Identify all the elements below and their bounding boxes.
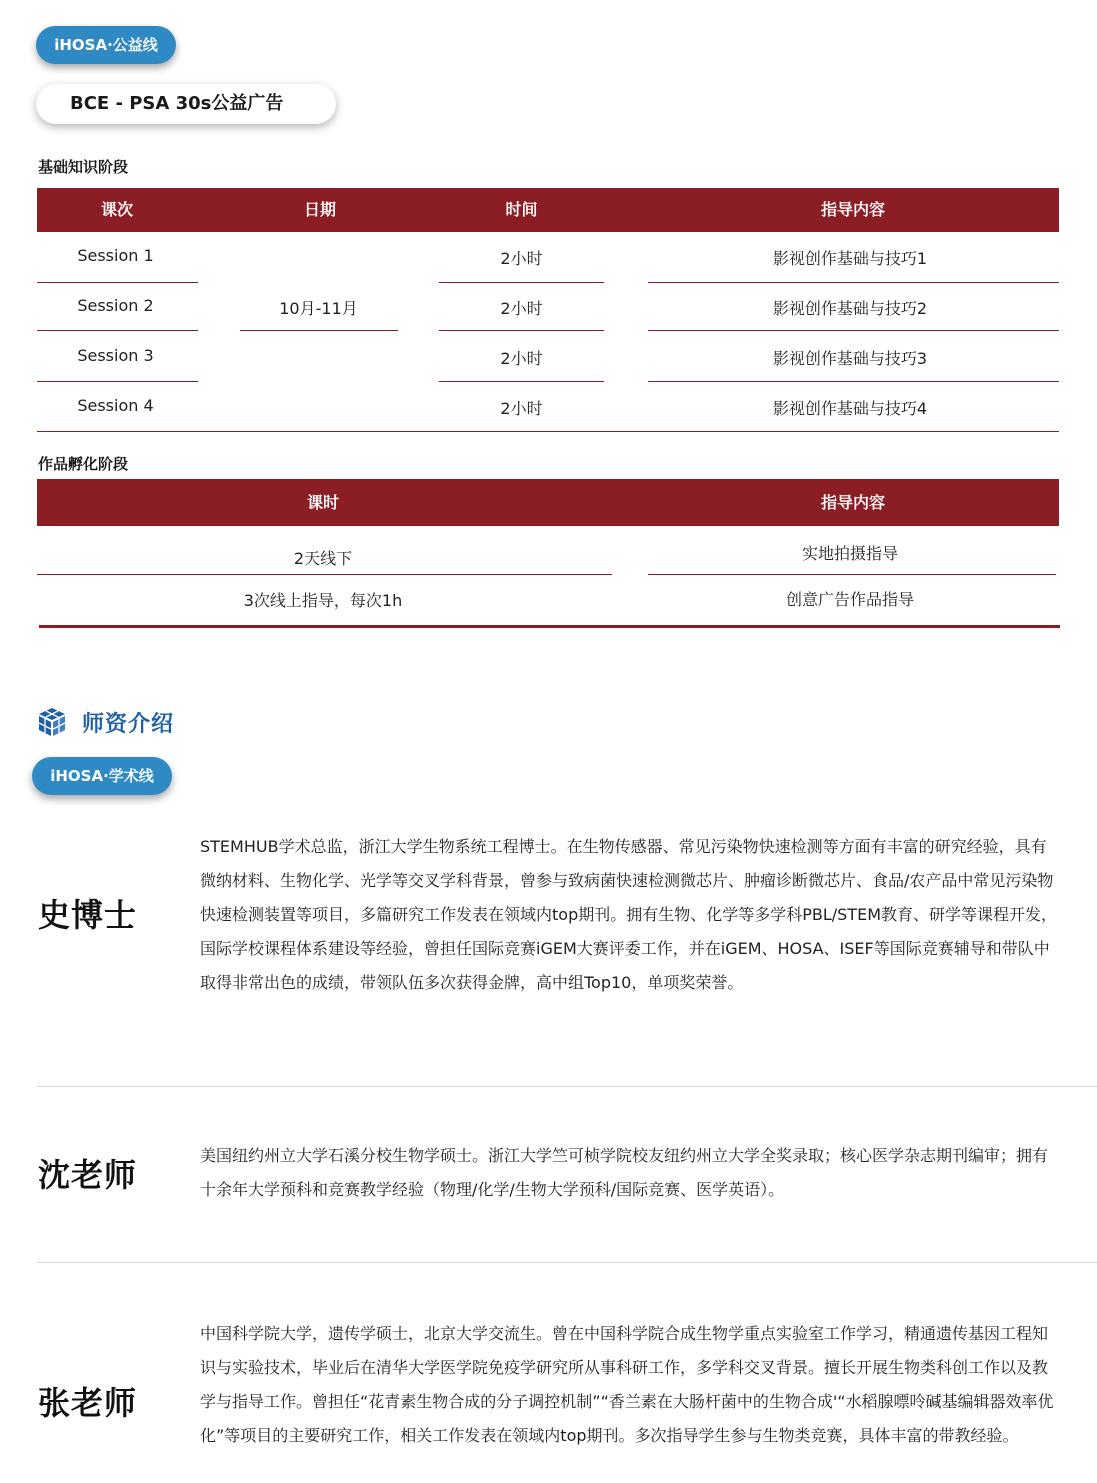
hours-cell: 2天线下 xyxy=(293,549,353,568)
row-rule xyxy=(439,282,604,283)
session-cell: Session 1 xyxy=(77,246,154,265)
teacher-bio: STEMHUB学术总监，浙江大学生物系统工程博士。在生物传感器、常见污染物快速检测等方面有丰富的研究经验，具有微纳材料、生物化学、光学等交叉学科背景，曾参与致病菌快速检测微芯片、肿瘤诊断微芯片、食品/农产品中常见污染物快速检测装置等项目，多篇研究工作发表在领域内top期刊。拥有生物、化学等多学科PBL/STEM教育、研学等课程开发，国际学校课程体系建设等经验，曾担任国际竞赛iGEM大赛评委工作，并在iGEM、HOSA、ISEF等国际竞赛辅导和带队中取得非常出色的成绩，带领队伍多次获得金牌，高中组Top10，单项奖荣誉。 xyxy=(200,837,1057,992)
col-header-date: 日期 xyxy=(303,200,336,219)
table-header-stage2 xyxy=(37,479,1059,526)
section-heading-faculty xyxy=(36,704,174,740)
content-cell: 创意广告作品指导 xyxy=(785,590,914,609)
table-bottom-rule xyxy=(37,431,1059,432)
content-cell: 影视创作基础与技巧2 xyxy=(772,299,928,318)
teacher-name: 史博士 xyxy=(38,896,138,934)
content-cell: 影视创作基础与技巧4 xyxy=(772,399,928,418)
track-pill-academic: iHOSA·学术线 xyxy=(32,757,172,795)
teacher-divider xyxy=(37,1086,1097,1087)
stage-title-incubation: 作品孵化阶段 xyxy=(38,455,129,473)
session-cell: Session 3 xyxy=(77,346,154,365)
session-cell: Session 2 xyxy=(77,296,154,315)
time-cell: 2小时 xyxy=(500,299,543,318)
row-rule xyxy=(648,574,1056,575)
row-rule xyxy=(37,381,198,382)
row-rule xyxy=(439,381,604,382)
col-header-content: 指导内容 xyxy=(820,200,885,219)
track-pill-public: iHOSA·公益线 xyxy=(36,26,176,64)
stage-title-basics: 基础知识阶段 xyxy=(38,158,129,176)
time-cell: 2小时 xyxy=(500,399,543,418)
content-cell: 影视创作基础与技巧1 xyxy=(772,249,928,268)
time-cell: 2小时 xyxy=(500,349,543,368)
col-header-hours: 课时 xyxy=(306,493,339,512)
row-rule xyxy=(37,282,198,283)
row-rule xyxy=(37,574,612,575)
cube-stack-icon xyxy=(36,706,68,738)
row-rule xyxy=(37,330,198,331)
row-rule xyxy=(240,330,398,331)
table-header-stage1 xyxy=(37,188,1059,232)
teacher-bio: 美国纽约州立大学石溪分校生物学硕士。浙江大学竺可桢学院校友纽约州立大学全奖录取；核心医学杂志期刊编审；拥有十余年大学预科和竞赛教学经验（物理/化学/生物大学预科/国际竞赛、医学英语）。 xyxy=(200,1146,1049,1199)
time-cell: 2小时 xyxy=(500,249,543,268)
row-rule xyxy=(648,282,1059,283)
content-cell: 实地拍摄指导 xyxy=(801,544,898,563)
col-header-content: 指导内容 xyxy=(820,493,885,512)
col-header-time: 时间 xyxy=(505,200,538,219)
row-rule xyxy=(648,330,1059,331)
col-header-session: 课次 xyxy=(100,200,133,219)
date-cell-merged: 10月-11月 xyxy=(279,299,358,318)
row-rule xyxy=(648,381,1059,382)
teacher-name: 张老师 xyxy=(38,1384,138,1422)
row-rule xyxy=(439,330,604,331)
teacher-name: 沈老师 xyxy=(38,1156,138,1194)
table-bottom-rule xyxy=(39,625,1060,628)
hours-cell: 3次线上指导，每次1h xyxy=(243,591,403,610)
section-title: 师资介绍 xyxy=(82,711,175,737)
content-cell: 影视创作基础与技巧3 xyxy=(772,349,928,368)
course-title-pill: BCE - PSA 30s公益广告 xyxy=(36,84,336,124)
teacher-bio: 中国科学院大学，遗传学硕士，北京大学交流生。曾在中国科学院合成生物学重点实验室工作学习，精通遗传基因工程知识与实验技术，毕业后在清华大学医学院免疫学研究所从事科研工作，多学科交叉背景。擅长开展生物类科创工作以及教学与指导工作。曾担任“花青素生物合成的分子调控机制”“香兰素在大肠杆菌中的生物合成'“水稻腺嘌呤碱基编辑器效率优化”等项目的主要研究工作，相关工作发表在领域内top期刊。多次指导学生参与生物类竞赛，具体丰富的带教经验。 xyxy=(200,1324,1054,1445)
teacher-divider xyxy=(37,1262,1097,1263)
session-cell: Session 4 xyxy=(77,396,154,415)
